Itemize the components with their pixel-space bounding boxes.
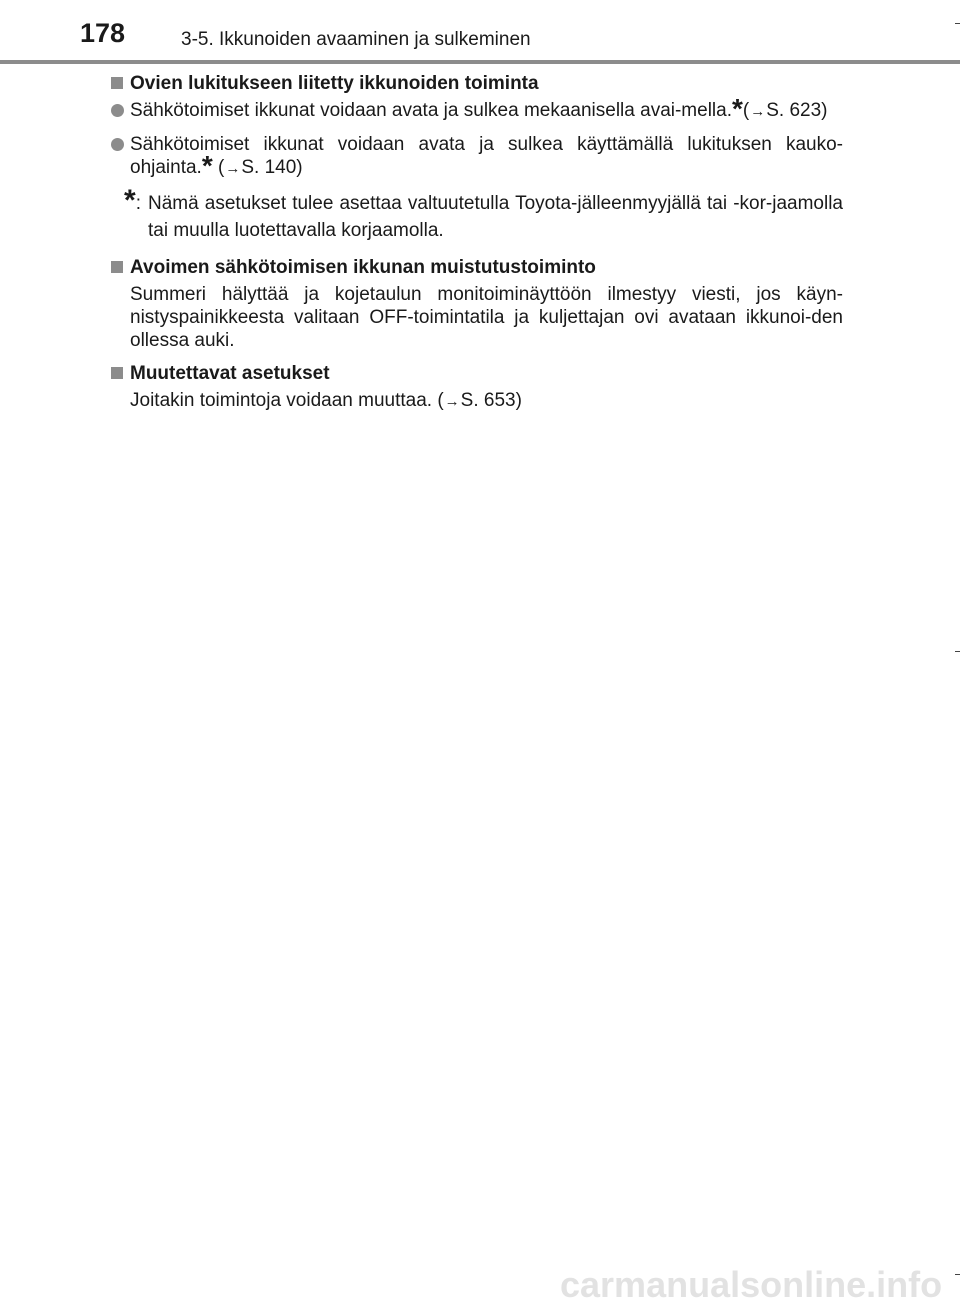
section-heading-text: Avoimen sähkötoimisen ikkunan muistutustoiminto: [130, 257, 596, 278]
arrow-right-icon: →: [444, 393, 460, 410]
page-reference-link[interactable]: S. 140): [241, 157, 303, 178]
header-rule: [0, 60, 960, 64]
asterisk-icon: *: [201, 150, 213, 181]
section-heading: [111, 256, 843, 279]
section-body-text: Summeri hälyttää ja kojetaulun monitoiminäyttöön ilmestyy viesti, jos käyn-nistyspainikkeesta valitaan OFF-toimintatila ja kuljettajan ovi avataan ikkunoi-den ollessa auki.: [130, 284, 843, 351]
section-window-lock-linked: [111, 72, 843, 244]
chapter-title: 3-5. Ikkunoiden avaaminen ja sulkeminen: [181, 29, 531, 50]
crop-mark: [955, 23, 960, 24]
body-text: Joitakin toimintoja voidaan muuttaa. (: [130, 390, 444, 411]
page-content: [111, 72, 843, 423]
crop-mark: [955, 1274, 960, 1275]
list-item: [111, 133, 843, 180]
section-body-text: [111, 389, 843, 413]
bullet-text: Sähkötoimiset ikkunat voidaan avata ja sulkea mekaanisella avai-mella.: [130, 100, 732, 121]
footnote-mark: [124, 184, 148, 217]
round-bullet-icon: [111, 138, 124, 151]
section-heading: [111, 72, 843, 95]
asterisk-icon: *: [124, 184, 136, 217]
list-item: [111, 93, 843, 124]
square-bullet-icon: [111, 77, 123, 89]
open-paren: (: [742, 100, 750, 121]
round-bullet-icon: [111, 104, 124, 117]
open-paren: (: [212, 157, 225, 178]
page-reference-link[interactable]: S. 623): [766, 100, 828, 121]
section-heading-text: Ovien lukitukseen liitetty ikkunoiden toiminta: [130, 73, 539, 94]
section-customizable-settings: [111, 362, 843, 413]
page-number: 178: [80, 18, 126, 48]
list-item-text: [130, 93, 828, 124]
square-bullet-icon: [111, 367, 123, 379]
bullet-text: Sähkötoimiset ikkunat voidaan avata ja sulkea käyttämällä lukituksen kauko-ohjainta.: [130, 134, 843, 178]
footnote-colon: :: [135, 193, 141, 214]
square-bullet-icon: [111, 261, 123, 273]
section-heading: [111, 362, 843, 385]
arrow-right-icon: →: [750, 103, 766, 120]
footnote-text: Nämä asetukset tulee asettaa valtuutetulla Toyota-jälleenmyyjällä tai -kor-jaamolla tai muulla luotettavalla korjaamolla.: [148, 193, 843, 241]
crop-mark: [955, 651, 960, 652]
section-heading-text: Muutettavat asetukset: [130, 363, 330, 384]
watermark: carmanualsonline.info: [560, 1264, 943, 1305]
page-reference-link[interactable]: S. 653): [460, 390, 522, 411]
footnote: [124, 184, 843, 244]
asterisk-icon: *: [732, 93, 743, 124]
section-open-window-reminder: [111, 256, 843, 352]
arrow-right-icon: →: [225, 160, 241, 177]
list-item-text: [130, 133, 843, 180]
